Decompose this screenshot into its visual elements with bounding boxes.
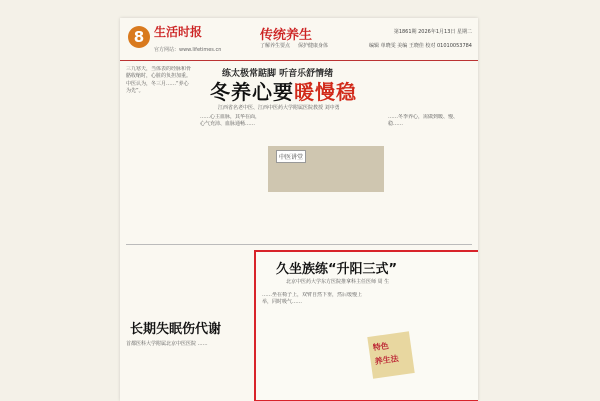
divider — [126, 244, 472, 245]
tag-line1: 特色 — [372, 341, 390, 353]
article-photo — [268, 146, 384, 192]
box-article-title: 久坐族练“升阳三式” — [276, 262, 398, 277]
page-number: 8 — [128, 26, 150, 48]
main-article-col2: ……心主血脉，其华在面，心气充沛、血脉通畅…… — [200, 114, 261, 128]
section-subtitle-a: 了解养生要点 — [260, 43, 291, 49]
insomnia-article-byline: 首都医科大学附属北京中医医院 …… — [126, 341, 208, 347]
box-article-text: ……坐在椅子上，双臂自然下垂，然后缓慢上举，同时吸气…… — [262, 292, 363, 306]
special-tag — [367, 331, 414, 378]
photo-label: 中医讲堂 — [276, 150, 306, 163]
section-title: 传统养生 — [260, 28, 313, 43]
tag-line2: 养生法 — [374, 354, 400, 367]
main-article-title — [210, 76, 357, 105]
editors-line: 编辑 单晓雯 美编 王晓佳 校对 01010053784 — [369, 43, 472, 49]
newspaper-page — [120, 18, 478, 401]
page-header — [120, 18, 478, 61]
main-article-kicker: 练太极常踮脚 听音乐舒情绪 — [222, 69, 334, 79]
box-article-byline: 北京中医药大学东方医院推拿科主任医师 周 生 — [286, 279, 390, 285]
highlighted-article-box — [254, 250, 478, 401]
section-subtitle-b: 保护健康身体 — [298, 43, 329, 49]
main-article-col3: ……冬季养心，需做到暖、慢、稳…… — [388, 114, 459, 128]
masthead: 生活时报 — [154, 25, 203, 39]
title-prefix: 冬养心要 — [210, 80, 294, 104]
insomnia-article-title: 长期失眠伤代谢 — [130, 322, 222, 337]
issue-info: 第1861期 2026年1月13日 星期二 — [393, 29, 472, 35]
title-highlight: 暖慢稳 — [294, 80, 357, 104]
main-article-col1: 三九寒天，当体表的经脉和骨骼收缩时，心脏的负担加重。中医认为，冬三月……“养心为先”。 — [126, 66, 192, 95]
main-article-byline: 江西省名老中医、江西中医药大学附属医院教授 刘中勇 — [218, 105, 340, 111]
website: 官方网站：www.lifetimes.cn — [154, 47, 222, 53]
